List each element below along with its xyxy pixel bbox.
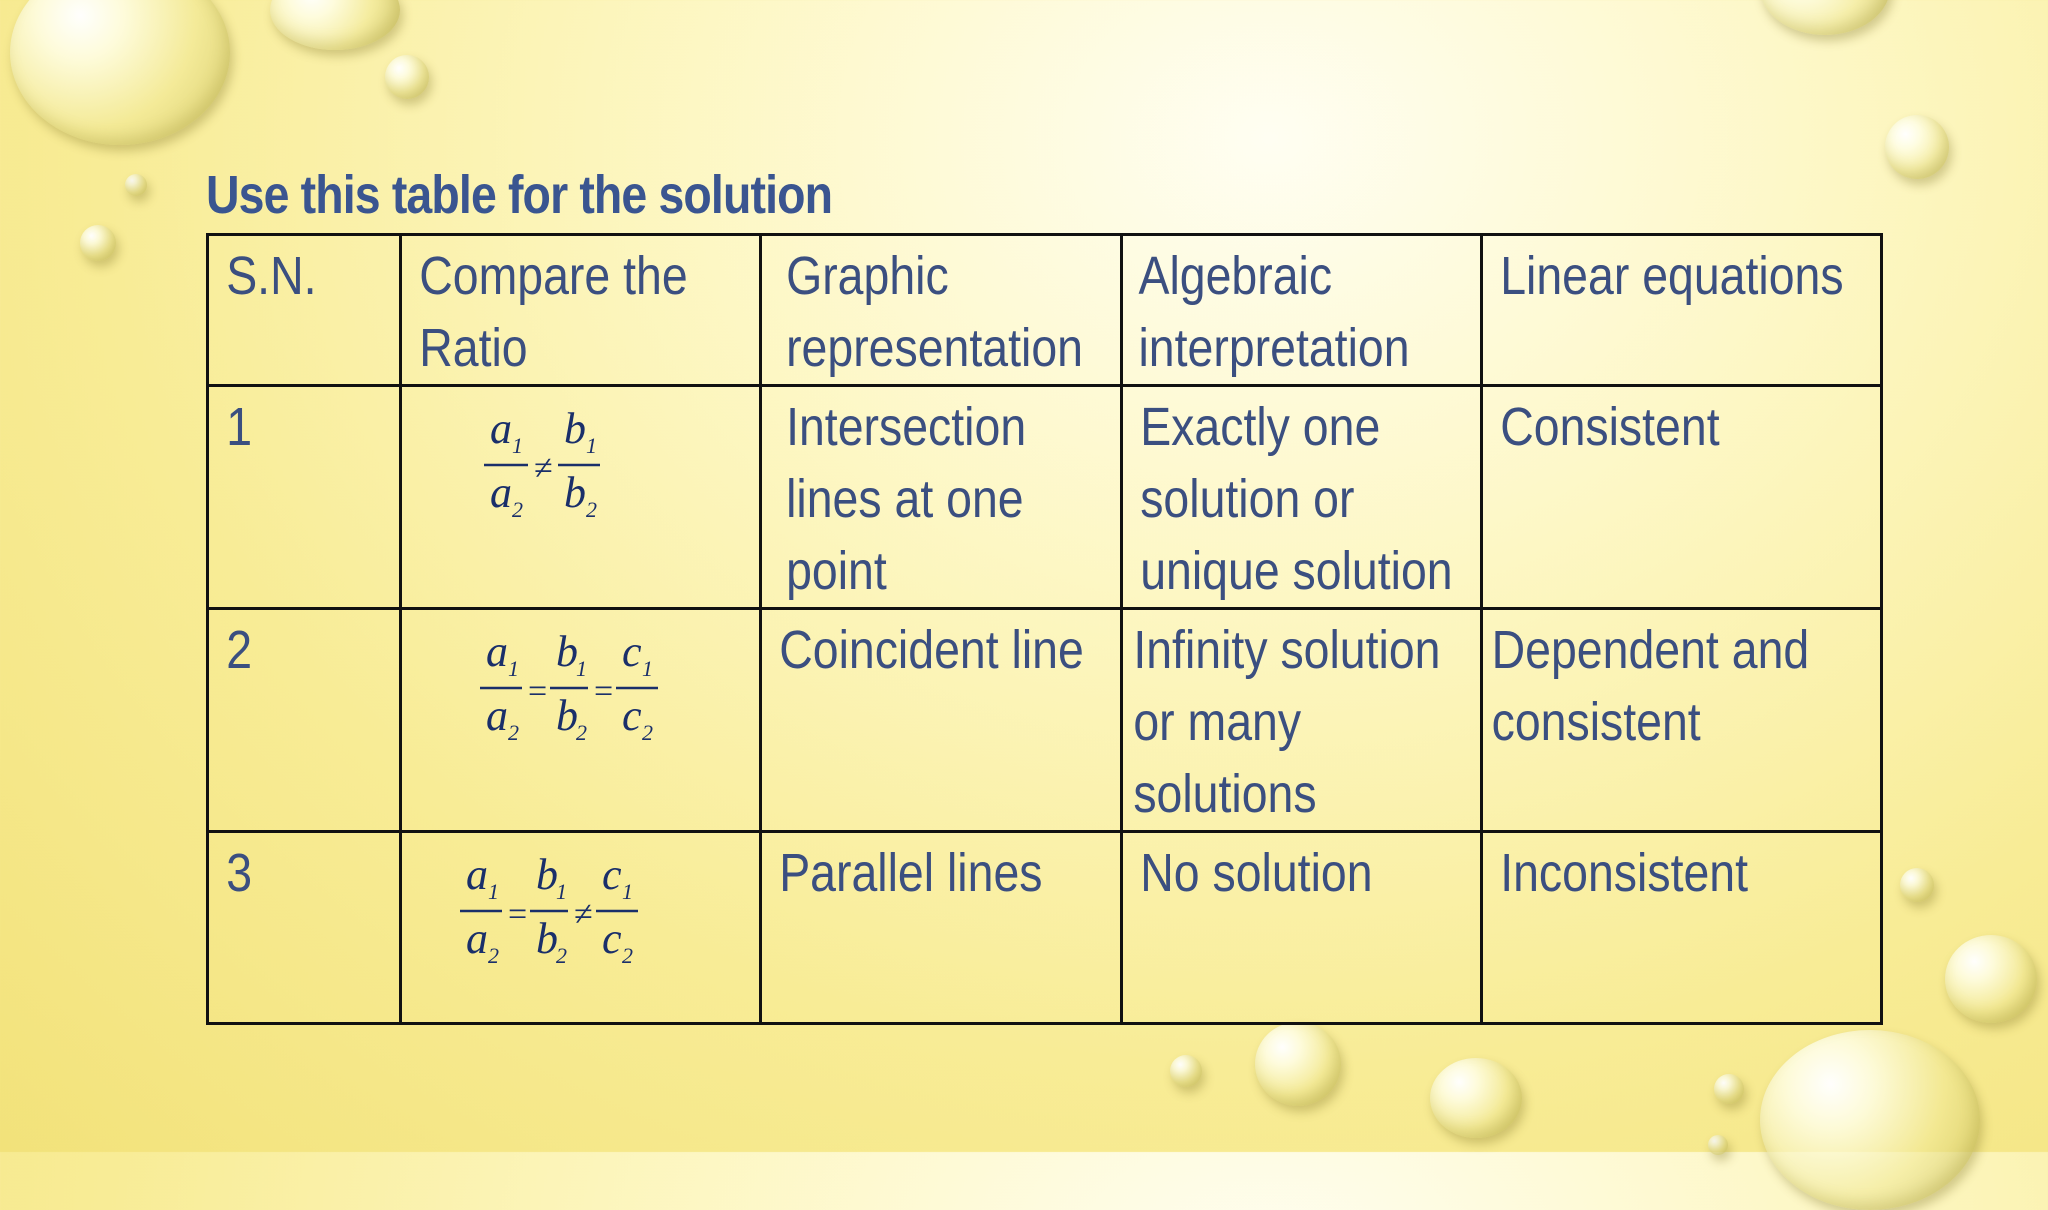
water-droplet-decoration (1255, 1022, 1341, 1106)
denominator-a: a (490, 468, 512, 517)
equal-sign: = (528, 673, 548, 710)
water-droplet-decoration (1170, 1055, 1202, 1087)
graphic-cell: Coincident line (761, 609, 1122, 832)
graphic-cell: Parallel lines (761, 832, 1122, 1024)
numerator-c: c (622, 627, 642, 676)
svg-text:1: 1 (512, 433, 523, 458)
ratio-formula (468, 622, 708, 772)
not-equal-sign: ≠ (534, 450, 553, 487)
svg-text:2: 2 (488, 943, 499, 968)
table-row (208, 386, 1882, 609)
algebraic-cell: Exactly one solution or unique solution (1122, 386, 1482, 609)
header-cell-linear-equations: Linear equations (1482, 235, 1882, 386)
water-droplet-decoration (1945, 935, 2037, 1023)
numerator-a: a (486, 627, 508, 676)
header-cell-compare-ratio: Compare the Ratio (401, 235, 761, 386)
svg-text:1: 1 (488, 879, 499, 904)
svg-text:2: 2 (556, 943, 567, 968)
sn-cell: 1 (208, 386, 401, 609)
svg-text:1: 1 (576, 656, 587, 681)
svg-text:2: 2 (642, 720, 653, 745)
svg-text:1: 1 (642, 656, 653, 681)
numerator-c: c (602, 850, 622, 899)
numerator-b: b (556, 627, 578, 676)
svg-text:2: 2 (622, 943, 633, 968)
graphic-cell: Intersection lines at one point (761, 386, 1122, 609)
algebraic-cell: Infinity solution or many solutions (1122, 609, 1482, 832)
ratio-formula (448, 845, 688, 995)
numerator-b: b (536, 850, 558, 899)
header-cell-sn: S.N. (208, 235, 401, 386)
solution-table (206, 233, 1883, 1025)
water-droplet-decoration (1430, 1058, 1522, 1138)
water-droplet-decoration (270, 0, 400, 50)
denominator-b: b (556, 691, 578, 740)
svg-text:1: 1 (586, 433, 597, 458)
ratio-cell (401, 609, 761, 832)
numerator-a: a (466, 850, 488, 899)
equal-sign: = (594, 673, 614, 710)
table-header-row (208, 235, 1882, 386)
water-droplet-decoration (1885, 115, 1949, 179)
water-droplet-decoration (1900, 868, 1934, 902)
not-equal-sign: ≠ (574, 896, 593, 933)
numerator-a: a (490, 404, 512, 453)
water-droplet-decoration (1760, 0, 1890, 35)
sn-cell: 2 (208, 609, 401, 832)
numerator-b: b (564, 404, 586, 453)
water-droplet-decoration (80, 225, 116, 261)
denominator-b: b (536, 914, 558, 963)
denominator-c: c (622, 691, 642, 740)
header-cell-graphic-representation: Graphic representation (761, 235, 1122, 386)
water-droplet-decoration (385, 55, 429, 99)
water-droplet-decoration (125, 174, 147, 196)
table-row (208, 609, 1882, 832)
water-droplet-decoration (1714, 1074, 1744, 1104)
linear-cell: Inconsistent (1482, 832, 1882, 1024)
svg-text:1: 1 (508, 656, 519, 681)
header-cell-algebraic-interpretation: Algebraic interpretation (1122, 235, 1482, 386)
ratio-cell (401, 386, 761, 609)
table-row (208, 832, 1882, 1024)
svg-text:1: 1 (622, 879, 633, 904)
svg-text:2: 2 (508, 720, 519, 745)
linear-cell: Consistent (1482, 386, 1882, 609)
water-droplet-decoration (10, 0, 230, 145)
sn-cell: 3 (208, 832, 401, 1024)
ratio-cell (401, 832, 761, 1024)
water-droplet-decoration (1708, 1135, 1728, 1155)
svg-text:2: 2 (586, 497, 597, 522)
water-droplet-decoration (1760, 1030, 1980, 1210)
svg-text:2: 2 (512, 497, 523, 522)
equal-sign: = (508, 896, 528, 933)
denominator-c: c (602, 914, 622, 963)
ratio-formula (472, 399, 672, 549)
svg-text:1: 1 (556, 879, 567, 904)
linear-cell: Dependent and consistent (1482, 609, 1882, 832)
slide-title: Use this table for the solution (206, 165, 833, 225)
svg-text:2: 2 (576, 720, 587, 745)
denominator-a: a (486, 691, 508, 740)
algebraic-cell: No solution (1122, 832, 1482, 1024)
denominator-b: b (564, 468, 586, 517)
denominator-a: a (466, 914, 488, 963)
